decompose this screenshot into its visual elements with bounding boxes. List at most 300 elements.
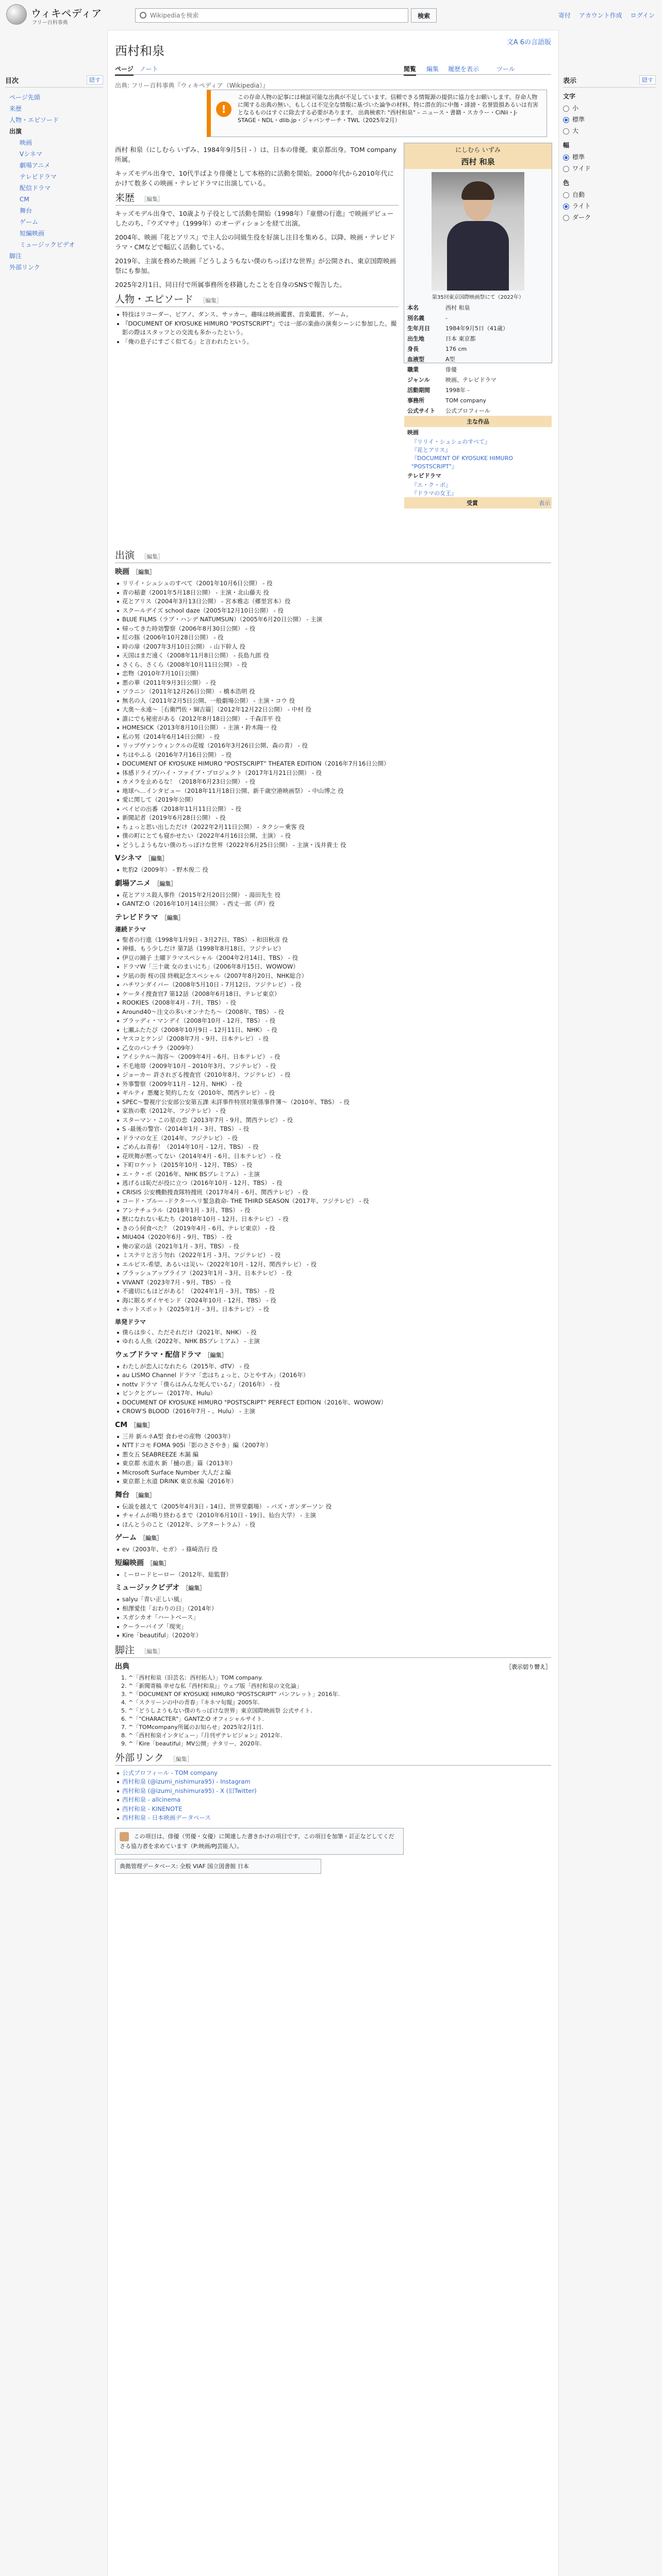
reference-item: 8. ^「西村和泉インタビュー」『月刊ザテレビジョン』2012年. [128,1732,551,1740]
appearance-option[interactable] [563,103,656,114]
appearance-option-label: ワイド [572,165,591,172]
section-appearance-heading [115,551,551,563]
radio-icon[interactable] [563,106,569,112]
infobox-key: 別名義 [407,315,424,321]
appearance-option[interactable] [563,200,656,212]
work-list-item: ケータイ捜査官7 第12話（2008年6月18日、テレビ東京） [115,990,551,999]
infobox-work-item[interactable]: 『リリイ・シュシュのすべて』 [411,438,491,445]
reference-item: 1. ^「西村和泉（旧芸名：西村拓人）」TOM company. [128,1674,551,1682]
external-link-item[interactable]: 西村和泉 - allcinema [115,1795,551,1805]
wordmark: ウィキペディア [31,7,102,20]
infobox-key: 職業 [407,366,419,373]
work-list-item: 悪女五 SEABREEZE 木漏 編 [115,1450,551,1460]
user-links [552,11,655,20]
notes-sub-heading [115,1662,551,1672]
infobox-table [404,302,552,416]
language-button[interactable]: 文A 6の言語版 [506,39,551,46]
work-list-item: ブラッディ・マンデイ（2008年10月 - 12月、TBS） - 役 [115,1016,551,1026]
infobox-row [404,385,552,395]
radio-icon[interactable] [563,155,569,161]
work-list-item: 東京都上水道 DRINK 東京水編（2016年） [115,1477,551,1486]
toc-item[interactable]: テレビドラマ [20,173,57,180]
work-list-item: ROOKIES（2008年4月 - 7月、TBS） - 役 [115,998,551,1008]
work-list-item: チャイムが鳴り終わるまで（2010年6月10日 - 19日、仙台大学） - 主演 [115,1511,551,1520]
work-list-item: 恋物（2010年7月10日公開） [115,669,551,679]
appearance-hide-button[interactable]: 隠す [639,75,656,84]
work-list-item: 誰にでも秘密がある（2012年8月18日公開） - 千森洋平 役 [115,715,551,724]
edit-subsection-link[interactable]: ［編集］ [133,1492,155,1499]
infobox-value: 日本 東京都 [445,335,476,342]
work-list-item: 天国はまだ遠く（2008年11月8日公開） - 長島九郎 役 [115,651,551,660]
appearance-header [563,75,656,88]
infobox-work-item[interactable]: 『ドラマの女王』 [411,490,457,497]
stub-notice [115,1828,404,1855]
subsection-title: 舞台 [115,1490,129,1499]
tagline: フリー百科事典 [32,20,68,26]
subsection-list-streaming [115,1362,551,1416]
infobox-row [404,302,552,313]
infobox-row [404,395,552,405]
work-list-item: ピンクとグレー（2017年、Hulu） [115,1389,551,1398]
toc-item[interactable]: ゲーム [20,218,39,226]
tab-page[interactable]: ページ [115,64,134,76]
infobox-row [404,323,552,333]
portrait-hair [461,181,494,200]
work-list-item: 愛に関して（2019年公開） [115,795,551,805]
authority-control [115,1859,321,1874]
work-list-item: Around40〜注文の多いオンナたち〜（2008年、TBS） - 役 [115,1008,551,1017]
work-list-item: 七瀬ふたたび（2008年10月9日 - 12月11日、NHK） - 役 [115,1026,551,1035]
edit-subsection-link[interactable]: ［編集］ [183,1585,206,1591]
toc-item[interactable]: 出演 [9,128,22,135]
radio-icon[interactable] [563,128,569,134]
work-list-item: S -最後の警官-（2014年1月 - 3月、TBS） - 役 [115,1125,551,1134]
toc-item[interactable]: 脚注 [9,252,22,260]
page-tabs [115,61,551,75]
work-list-item: salyu「青い正しい風」 [115,1595,551,1604]
subsection-title: Vシネマ [115,854,142,862]
infobox-row [404,333,552,344]
page-header [0,0,662,30]
toc-item[interactable]: 配信ドラマ [20,184,51,192]
award-toggle[interactable]: 表示 [539,500,550,506]
section-notes-heading [115,1646,551,1658]
appearance-option[interactable] [563,163,656,174]
tab-edit[interactable]: 編集 [426,65,439,73]
appearance-option-label: 自動 [572,191,585,198]
reference-item: 3. ^「DOCUMENT OF KYOSUKE HIMURO "POSTSCRIPT" パンフレット」2016年. [128,1690,551,1699]
tab-history[interactable]: 履歴を表示 [448,65,479,73]
career-paragraph: 2004年、映画『花とアリス』で主人公の同級生役を好演し注目を集める。以降、映画・テレビドラマ・CMなどで幅広く活動している。 [115,233,395,251]
work-list-item: ブラッシュアップライフ（2023年1月 - 3月、日本テレビ） - 役 [115,1269,551,1278]
appearance-title-text: 出演 [115,550,135,561]
radio-icon[interactable] [563,192,569,198]
appearance-blocks [115,567,551,1640]
work-list-item: SPEC〜警視庁公安部公安第五課 未詳事件特別対策係事件簿〜（2010年、TBS） - 役 [115,1098,551,1107]
appearance-option-label: ライト [572,202,591,210]
search-input[interactable] [150,10,367,21]
work-list-item: 神様、もう少しだけ 第7話（1998年8月18日、フジテレビ） [115,944,551,954]
appearance-option[interactable] [563,212,656,223]
subsection-title: 映画 [115,568,129,576]
work-list-item: カメラを止めるな！（2018年6月23日公開） - 役 [115,777,551,787]
work-list-item: nottv ドラマ「僕らはみんな死んでいる♪」（2016年） - 役 [115,1380,551,1389]
work-list-item: ソラニン（2011年12月26日公開） - 橋本浩明 役 [115,687,551,697]
section-external-heading [115,1753,551,1766]
edit-external-link[interactable]: ［編集］ [170,1755,193,1762]
person-list-item: 特技はリコーダー、ピアノ、ダンス、サッカー。趣味は映画鑑賞、音楽鑑賞、ゲーム。 [115,310,399,319]
external-link-item[interactable]: 西村和泉 (@izumi_nishimura95) - X (旧Twitter) [115,1787,551,1796]
edit-subsection-link[interactable]: ［編集］ [154,880,177,887]
infobox-key: 公式サイト [407,408,436,414]
lead-paragraph-2: キッズモデル出身で、10代半ばより俳優として本格的に活動を開始。2000年代から2010年代にかけて数多くの映画・テレビドラマに出演している。 [115,170,394,187]
stub-icon [120,1832,129,1841]
appearance-option-label: 標準 [572,116,585,123]
work-list-item: DOCUMENT OF KYOSUKE HIMURO "POSTSCRIPT" PERFECT EDITION（2016年、WOWOW） [115,1398,551,1408]
page-title: 西村和泉 [115,44,164,58]
work-list-item: 不毛地帯（2009年10月 - 2010年3月、フジテレビ） - 役 [115,1062,551,1071]
edit-notes-link[interactable]: ［編集］ [141,1648,164,1655]
work-list-item: ドラマW「三十歳 女のまいにち」（2006年8月15日、WOWOW） [115,962,551,972]
tab-read[interactable]: 閲覧 [404,64,416,76]
subsection-title: ウェブドラマ・配信ドラマ [115,1350,202,1359]
work-list-item: MIU404（2020年6月 - 9月、TBS） - 役 [115,1233,551,1242]
work-list-item: ちはやふる（2016年7月16日公開） - 役 [115,751,551,760]
work-list-item: au LISMO Channel ドラマ「恋はちょっと、ひとやすみ」（2016年） [115,1371,551,1380]
notes-sub-title: 出典 [115,1662,129,1671]
appearance-option-label: 大 [572,127,579,134]
subsection-list-stage [115,1502,551,1530]
work-list-item: さくら、さくら（2008年10月11日公開） - 役 [115,660,551,670]
appearance-group-title: 幅 [563,142,570,149]
award-head-text: 受賞 [467,500,478,506]
infobox-value: 1984年9月5日（41歳） [445,325,508,332]
work-list-item: CRISIS 公安機動捜査隊特捜班（2017年4月 - 6月、関西テレビ） - 役 [115,1188,551,1197]
work-list-item: ベイビの出番（2018年11月11日公開） - 役 [115,805,551,814]
edit-subsection-link[interactable]: ［編集］ [140,1535,162,1541]
work-list-item: ミステリと言う勿れ（2022年1月 - 3月、フジテレビ） - 役 [115,1251,551,1260]
appearance-title: 表示 [563,77,577,85]
infobox-row [404,344,552,354]
work-list-item: ミーロードヒーロー（2012年、総監督） [115,1570,551,1580]
work-list-item: Microsoft Surface Number 大人だよ編 [115,1468,551,1478]
work-list-item: Kire「beautiful」（2020年） [115,1631,551,1640]
subsection-heading-stage [115,1490,551,1500]
work-list-item: 帰ってきた時効警察（2006年8月30日公開） - 役 [115,624,551,634]
work-list-item: 三井 新ルネA型 食わせの産物（2003年） [115,1432,551,1442]
work-list-item: 相澤愛佳「おわりの日」（2014年） [115,1604,551,1614]
lead-paragraph-1: 西村 和泉（にしむら いずみ、1984年9月5日 - ）は、日本の俳優。東京都出身。TOM company所属。 [115,146,397,163]
main-content [107,30,559,2576]
work-list-item: クーラーバイブ「現実」 [115,1622,551,1632]
tab-talk[interactable]: ノート [140,65,158,73]
work-list-item: VIVANT（2023年7月 - 9月、TBS） - 役 [115,1278,551,1287]
person-list [115,310,399,346]
from-line: 出典: フリー百科事典『ウィキペディア（Wikipedia）』 [115,82,269,89]
appearance-group-title: 文字 [563,93,576,100]
career-paragraphs [115,209,399,290]
toc-item[interactable]: CM [20,196,29,203]
edit-career-link[interactable]: ［編集］ [141,196,164,202]
subsection-heading-game [115,1533,551,1543]
work-list-item: 外事警察（2009年11月 - 12月、NHK） - 役 [115,1080,551,1089]
infobox-work-item[interactable]: 『花とアリス』 [411,447,451,453]
appearance-section [115,546,551,1874]
appearance-option-label: 小 [572,105,579,112]
work-list-item: スターマン・この星の恋（2013年7月 - 9月、関西テレビ） - 役 [115,1116,551,1125]
subsection-list-game [115,1545,551,1554]
appearance-option[interactable] [563,189,656,200]
work-list-item: HOMESICK（2013年8月10日公開） - 主演・鈴木陽一 役 [115,723,551,733]
subsection-list-short [115,1570,551,1580]
work-list-item: アイシテル〜海容〜（2009年4月 - 6月、日本テレビ） - 役 [115,1053,551,1062]
work-list-item: 花とアリス（2004年3月13日公開） - 宮本雅志（郷里宮本）役 [115,597,551,606]
search-button[interactable]: 検索 [411,8,437,23]
reference-item: 6. ^「"CHARACTER"」GANTZ:O オフィシャルサイト. [128,1715,551,1723]
subsection-list-cm [115,1432,551,1486]
work-list-item: 時の扉（2007年3月10日公開） - 山下幹人 役 [115,642,551,652]
work-list-item: CROW'S BLOOD（2016年7月 - 、Hulu） - 主演 [115,1407,551,1416]
infobox-value: 俳優 [445,366,457,373]
stub-text: この項目は、俳優（男優・女優）に関連した書きかけの項目です。この項目を加筆・訂正などしてくださる協力者を求めています（P:映画/PJ芸能人）。 [120,1833,394,1850]
external-title: 外部リンク [115,1752,164,1764]
work-list-item: 東京都 水道水 新「樋の恵」篇（2013年） [115,1459,551,1468]
infobox-key: 身長 [407,346,419,352]
work-list-item: 夕凪の街 桜の国 終戦記念スペシャル（2007年8月20日、NHK総合） [115,972,551,981]
infobox-key: 本名 [407,304,419,311]
appearance-option-label: 標準 [572,154,585,161]
reference-item: 5. ^「どうしようもない僕のちっぽけな世界」東京国際映画祭 公式サイト. [128,1707,551,1715]
subsection-title: 短編映画 [115,1558,144,1567]
toc-item[interactable]: 映画 [20,139,32,146]
external-link-item[interactable]: 西村和泉 - KINENOTE [115,1805,551,1814]
wikipedia-logo[interactable] [6,4,120,26]
subsection-title: 劇場アニメ [115,879,151,888]
work-list-item: エ・ク・ボ（2016年、NHK BSプレミアム） - 主演 [115,1170,551,1179]
edit-appearance-link[interactable]: ［編集］ [141,553,164,560]
work-list-item: 体感ドライブ/ハイ・ファイブ・プロジェクト（2017年1月21日公開） - 役 [115,769,551,778]
edit-person-link[interactable]: ［編集］ [200,297,223,304]
subsection-list-tvdrama [115,936,551,1314]
work-list-item: 無名の人（2011年2月5日公開、一般劇場公開） - 主演・コウ 役 [115,697,551,706]
work-list-item: 悪の華（2011年9月3日公開） - 役 [115,679,551,688]
infobox-work-item[interactable]: 『DOCUMENT OF KYOSUKE HIMURO "POSTSCRIPT"』 [411,455,513,470]
appearance-group-title: 色 [563,179,570,187]
infobox-value: 西村 和泉 [445,304,470,311]
work-list-item: 僕らは歩く、ただそれだけ（2021年、NHK） - 役 [115,1328,551,1337]
edit-subsection-link[interactable]: ［編集］ [133,569,155,575]
infobox-work-item[interactable]: 『エ・ク・ボ』 [411,482,451,488]
external-link-item[interactable]: 西村和泉 (@izumi_nishimura95) - Instagram [115,1777,551,1787]
subsection-heading-streaming [115,1350,551,1360]
toc-item[interactable]: 外部リンク [9,264,40,271]
radio-icon[interactable] [563,166,569,172]
appearance-option[interactable] [563,151,656,163]
infobox-value: 176 cm [445,345,467,352]
tab-tools[interactable]: ツール [496,65,515,73]
work-list-item: スクールデイズ school daze（2005年12月10日公開） - 役 [115,606,551,616]
infobox-key: 活動期間 [407,387,430,394]
appearance-option-label: ダーク [572,214,591,221]
career-paragraph: 2019年、主演を務めた映画『どうしようもない僕のちっぽけな世界』が公開され、東京国際映画祭にも参加。 [115,257,396,275]
appearance-option[interactable] [563,125,656,137]
work-list-item: ドラマの女王（2014年、フジテレビ） - 役 [115,1134,551,1143]
work-list-item: ちょっと思い出しただけ（2022年2月11日公開） - タクシー乗客 役 [115,823,551,832]
work-list-item: 紅の豚（2006年10月28日公開） - 役 [115,633,551,642]
work-list-item: 牝豹2（2009年） - 野木俊二 役 [115,866,551,875]
portrait-image[interactable] [432,172,524,291]
work-list-item: 花とアリス殺人事件（2015年2月20日公開） - 湯田先生 役 [115,891,551,900]
infobox-value: 映画、テレビドラマ [445,377,496,383]
toc-header [5,75,103,88]
reference-item: 2. ^「新聞寄稿 幸せな私『西村和泉』」ウェブ版「西村和泉の文化論」 [128,1682,551,1690]
external-link-item[interactable]: 西村和泉 - 日本映画データベース [115,1814,551,1823]
edit-subsection-link[interactable]: ［編集］ [147,1560,170,1567]
work-list-item: 私の男（2014年6月14日公開） - 役 [115,733,551,742]
work-list-item: ホットスポット（2025年1月 - 3月、日本テレビ） - 役 [115,1305,551,1314]
infobox-kana: にしむら いずみ [404,143,552,156]
globe-icon [6,4,27,25]
create-account-link[interactable]: アカウント作成 [578,12,622,19]
subsection-title: CM [115,1420,128,1429]
toc-item[interactable]: 人物・エピソード [9,116,59,124]
work-list-item: ほんとうのこと（2012年、シアタートラム） - 役 [115,1520,551,1530]
radio-icon[interactable] [563,204,569,210]
search-icon [140,12,146,19]
toc-item[interactable]: 短編映画 [20,230,45,237]
infobox-works-section: 映画 [407,429,419,436]
work-list-item: BLUE FILMS（ラブ・ハンデ NATUMSUN）（2005年6月20日公開） - 主演 [115,615,551,624]
infobox-value: A型 [445,356,455,363]
subsection-heading-short [115,1558,551,1568]
work-list-item: NTTドコモ FOMA 905i「影のささやき」編（2007年） [115,1441,551,1450]
person-list-item: 「俺の息子にすごく似てる」と言われたという。 [115,337,399,347]
edit-subsection-link[interactable]: ［編集］ [145,855,168,862]
work-list-item: 伊豆の踊子 土曜ドラマスペシャル（2004年2月14日、TBS） - 役 [115,954,551,963]
subsection-heading-anime [115,879,551,889]
subsection-title: ミュージックビデオ [115,1584,180,1592]
work-list-item: 海に眠るダイヤモンド（2024年10月 - 12月、TBS） - 役 [115,1296,551,1306]
appearance-option[interactable] [563,114,656,125]
work-list-item: DOCUMENT OF KYOSUKE HIMURO "POSTSCRIPT" THEATER EDITION（2016年7月16日公開） [115,759,551,769]
infobox-row [404,364,552,375]
search-box [135,8,408,23]
work-list-item: コード・ブルー -ドクターヘリ緊急救命- THE THIRD SEASON（2017年、フジテレビ） - 役 [115,1197,551,1206]
subsection-heading-tvdrama [115,913,551,923]
external-list [115,1769,551,1823]
subsection-list-anime [115,891,551,909]
infobox-row [404,405,552,416]
subsection-title: テレビドラマ [115,913,158,922]
lead-section [115,143,399,346]
subsection-heading-cm [115,1420,551,1430]
portrait-caption: 第35回東京国際映画祭にて（2022年） [432,295,524,300]
infobox-key: 出生地 [407,335,424,342]
work-list-item: 家族の歌（2012年、フジテレビ） - 役 [115,1107,551,1116]
infobox-value: - [445,314,448,321]
infobox-row [404,375,552,385]
login-link[interactable]: ログイン [630,12,655,19]
work-list-item: ジョーカー 許されざる捜査官（2010年8月、フジテレビ） - 役 [115,1071,551,1080]
infobox-value: 1998年 - [445,387,470,394]
warning-icon: ! [216,101,231,117]
toc-sidebar [5,75,103,273]
infobox-name: 西村 和泉 [404,156,552,169]
infobox [404,143,552,506]
work-list-item: 下町ロケット（2015年10月 - 12月、TBS） - 役 [115,1161,551,1170]
subsection-heading-vcinema [115,854,551,863]
work-list-item: 聖者の行進（1998年1月9日 - 3月27日、TBS） - 和田秋彦 役 [115,936,551,945]
work-list-item: ごめんね青春！（2014年10月 - 12月、TBS） - 役 [115,1143,551,1152]
edit-subsection-link[interactable]: ［編集］ [161,914,184,921]
edit-subsection-link[interactable]: ［編集］ [130,1421,154,1429]
work-list-item: ギルティ 悪魔と契約した女（2010年、関西テレビ） - 役 [115,1089,551,1098]
notes-title: 脚注 [115,1644,135,1656]
work-list-item: リップヴァンウィンクルの花嫁（2016年3月26日公開、森の青） - 役 [115,741,551,751]
reference-item: 9. ^「Kire「beautiful」MV公開」ナタリー、2020年. [128,1740,551,1748]
toc-item[interactable]: 劇場アニメ [20,162,51,169]
reference-item: 4. ^「スクリーンの中の青春」『キネマ旬報』2005年. [128,1699,551,1707]
toc-item[interactable]: ページ先頭 [9,94,40,101]
infobox-value: 公式プロフィール [445,408,490,414]
work-list-item: 僕の町にとても寝かせたい（2022年4月16日公開、主演） - 役 [115,832,551,841]
toc-item[interactable]: ミュージックビデオ [20,241,75,248]
career-paragraph: 2025年2月1日、同日付で所属事務所を移籍したことを自身のSNSで報告した。 [115,281,346,289]
work-list-item: 不適切にもほどがある！（2024年1月 - 3月、TBS） - 役 [115,1287,551,1296]
work-list-item: ヤスコとケンジ（2008年7月 - 9月、日本テレビ） - 役 [115,1035,551,1044]
work-list-item: どうしようもない僕のちっぽけな世界（2022年6月25日公開） - 主演・浅井貴士 役 [115,841,551,850]
work-list-item: GANTZ:O（2016年10月14日公開） - 西丈一郎（声）役 [115,900,551,909]
subsection-list-mv [115,1595,551,1640]
subsection-heading-film [115,567,551,577]
person-title: 人物・エピソード [115,294,194,305]
infobox-works [404,427,552,497]
subsection-list-film [115,579,551,850]
donate-link[interactable]: 寄付 [558,12,571,19]
subsection-list-vcinema [115,866,551,875]
tvdrama-series-heading: 連続ドラマ [115,925,146,933]
infobox-row [404,313,552,323]
notice-box [207,90,547,137]
toc-title: 目次 [5,77,19,85]
reference-item: 7. ^「TOMcompany所属のお知らせ」2025年2月1日. [128,1723,551,1732]
work-list-item: 新聞記者（2019年6月28日公開） - 役 [115,814,551,823]
infobox-key: 生年月日 [407,325,430,332]
notes-toggle[interactable]: ［表示切り替え］ [506,1663,551,1670]
work-list-item: きのう何食べた？（2019年4月 - 6月、テレビ東京） - 役 [115,1224,551,1233]
appearance-sidebar [563,75,656,223]
external-link-item[interactable]: 公式プロフィール - TOM company [115,1769,551,1778]
radio-icon[interactable] [563,215,569,221]
infobox-key: 事務所 [407,397,424,404]
portrait-suit [447,221,509,291]
infobox-works-section: テレビドラマ [407,472,441,479]
edit-subsection-link[interactable]: ［編集］ [204,1351,227,1359]
subsection-title: ゲーム [115,1534,137,1542]
person-list-item: 『DOCUMENT OF KYOSUKE HIMURO "POSTSCRIPT"』では一部の楽曲の演奏シーンに参加した。撮影の際はスタッフとの交流も多かったという。 [115,319,399,337]
toc-item[interactable]: Vシネマ [20,150,42,158]
section-career-heading [115,193,399,206]
work-list-item: 青の稲妻（2001年5月18日公開） - 主演・北山藤夫 役 [115,588,551,598]
work-list-item: アンナチュラル（2018年1月 - 3月、TBS） - 役 [115,1206,551,1215]
toc-item[interactable]: 舞台 [20,207,32,214]
toc-hide-button[interactable]: 隠す [87,75,103,84]
career-paragraph: キッズモデル出身で、10歳より子役として活動を開始（1998年）『童僧の行進』で映画デビューしたのち、『ウズマサ』（1999年）のオーディションを経て出演。 [115,210,394,227]
radio-icon[interactable] [563,117,569,123]
toc-item[interactable]: 来歴 [9,105,22,112]
subsection-heading-mv [115,1583,551,1593]
authority-text: 典拠管理データベース: 全般 VIAF 国立図書館 日本 [120,1862,249,1870]
